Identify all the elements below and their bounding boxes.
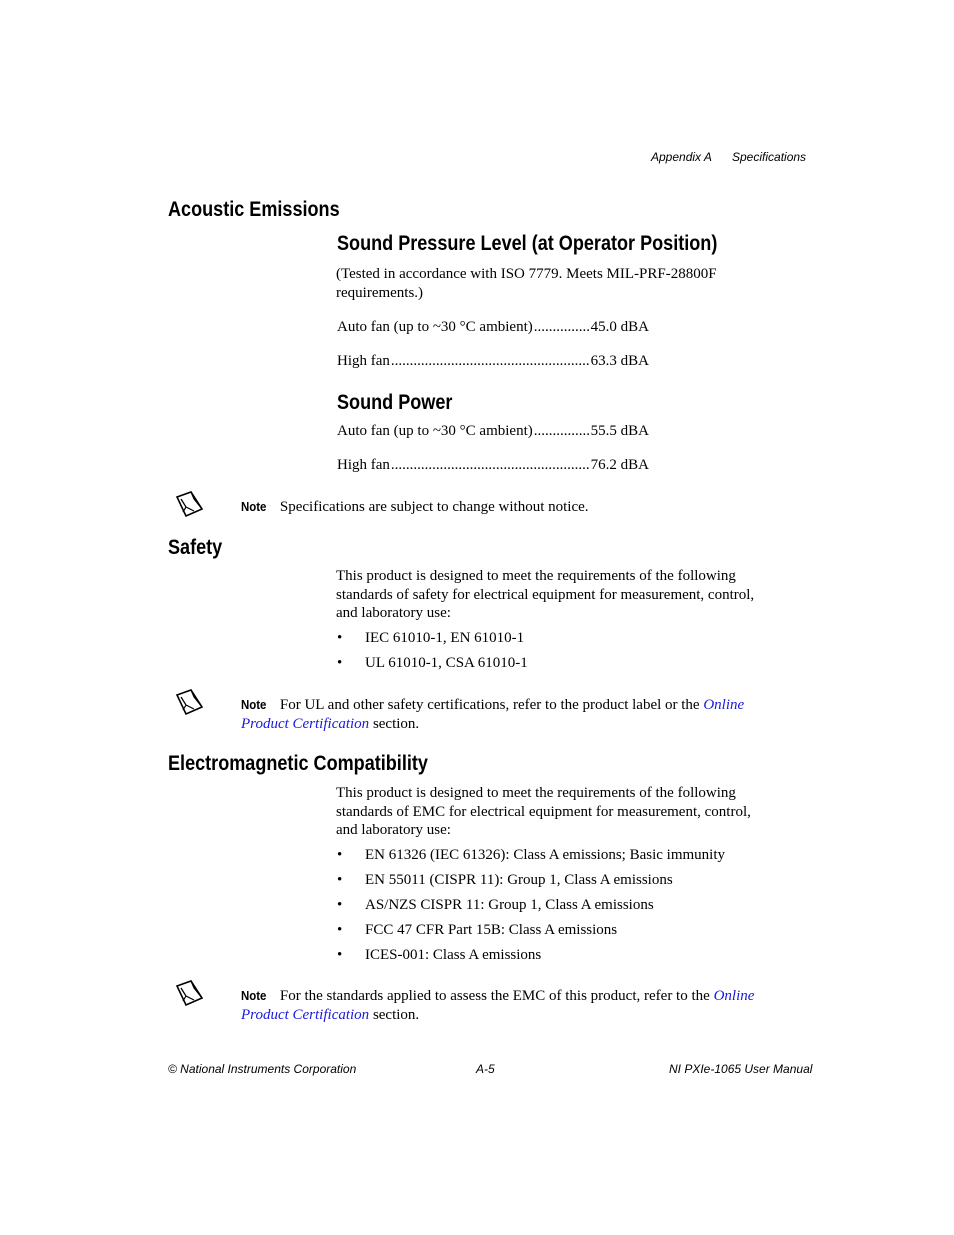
spec-label: Auto fan (up to ~30 °C ambient) — [337, 319, 533, 335]
spec-row-power-auto — [337, 422, 649, 440]
spec-label: High fan — [337, 353, 390, 369]
list-item-text: IEC 61010-1, EN 61010-1 — [365, 630, 525, 646]
heading-sound-power: Sound Power — [337, 391, 453, 414]
note-emc-standards — [241, 986, 786, 1025]
note-text-pre: For UL and other safety certifications, refer to the product label or the — [279, 697, 704, 713]
list-item-text: EN 55011 (CISPR 11): Group 1, Class A emissions — [365, 872, 673, 888]
safety-intro: This product is designed to meet the requirements of the following standards of safety for electrical equipment for measurement, control, and laboratory use: — [336, 568, 755, 622]
footer-copyright: © National Instruments Corporation — [168, 1062, 357, 1076]
list-item-text: AS/NZS CISPR 11: Group 1, Class A emissions — [365, 897, 654, 913]
list-item-text: UL 61010-1, CSA 61010-1 — [365, 655, 528, 671]
note-text-post: section. — [369, 1007, 420, 1023]
list-item — [337, 871, 673, 889]
bullet-mark: • — [337, 655, 343, 671]
bullet-mark: • — [337, 630, 343, 646]
running-header-chapter: Specifications — [732, 150, 807, 164]
bullet-mark: • — [337, 922, 343, 938]
spec-label: High fan — [337, 457, 390, 473]
note-label: Note — [241, 697, 267, 712]
leader-dots — [534, 422, 589, 440]
spec-value: 76.2 dBA — [590, 457, 649, 473]
bullet-mark: • — [337, 897, 343, 913]
spec-value: 55.5 dBA — [590, 423, 649, 439]
spec-row-spl-high — [337, 352, 649, 370]
running-header-appendix: Appendix A — [651, 150, 712, 164]
list-item — [337, 921, 617, 939]
footer-manual-title: NI PXIe-1065 User Manual — [669, 1062, 813, 1076]
list-item — [337, 654, 528, 672]
footer-page-number: A-5 — [476, 1062, 495, 1076]
note-label: Note — [241, 499, 267, 514]
online-product-certification-link[interactable]: Online Product Certification — [241, 988, 755, 1023]
spec-row-spl-auto — [337, 318, 649, 336]
online-product-certification-link[interactable]: Online Product Certification — [241, 697, 745, 732]
emc-intro: This product is designed to meet the requirements of the following standards of EMC for electrical equipment for measurement, control, and laboratory use: — [336, 785, 751, 839]
note-text-pre: For the standards applied to assess the EMC of this product, refer to the — [279, 988, 714, 1004]
note-pencil-icon — [174, 687, 204, 717]
note-pencil-icon — [174, 978, 204, 1008]
spl-intro: (Tested in accordance with ISO 7779. Meets MIL-PRF-28800F requirements.) — [336, 266, 717, 301]
list-item — [337, 896, 654, 914]
list-item-text: EN 61326 (IEC 61326): Class A emissions; Basic immunity — [365, 847, 725, 863]
bullet-mark: • — [337, 947, 343, 963]
leader-dots — [534, 318, 589, 336]
heading-sound-pressure-level: Sound Pressure Level (at Operator Position) — [337, 232, 718, 255]
spec-value: 45.0 dBA — [590, 319, 649, 335]
list-item — [337, 629, 524, 647]
list-item — [337, 946, 541, 964]
list-item-text: FCC 47 CFR Part 15B: Class A emissions — [365, 922, 618, 938]
spec-row-power-high — [337, 456, 649, 474]
note-text: Specifications are subject to change without notice. — [279, 499, 589, 515]
bullet-mark: • — [337, 847, 343, 863]
note-label: Note — [241, 988, 267, 1003]
spec-value: 63.3 dBA — [590, 353, 649, 369]
list-item-text: ICES-001: Class A emissions — [365, 947, 542, 963]
heading-acoustic-emissions: Acoustic Emissions — [168, 198, 340, 221]
heading-safety: Safety — [168, 536, 223, 559]
leader-dots — [391, 352, 589, 370]
list-item — [337, 846, 725, 864]
heading-electromagnetic-compatibility: Electromagnetic Compatibility — [168, 752, 428, 775]
leader-dots — [391, 456, 589, 474]
bullet-mark: • — [337, 872, 343, 888]
note-specifications — [241, 497, 786, 517]
note-text-post: section. — [369, 716, 420, 732]
spec-label: Auto fan (up to ~30 °C ambient) — [337, 423, 533, 439]
note-safety-certifications — [241, 695, 771, 734]
note-pencil-icon — [174, 489, 204, 519]
